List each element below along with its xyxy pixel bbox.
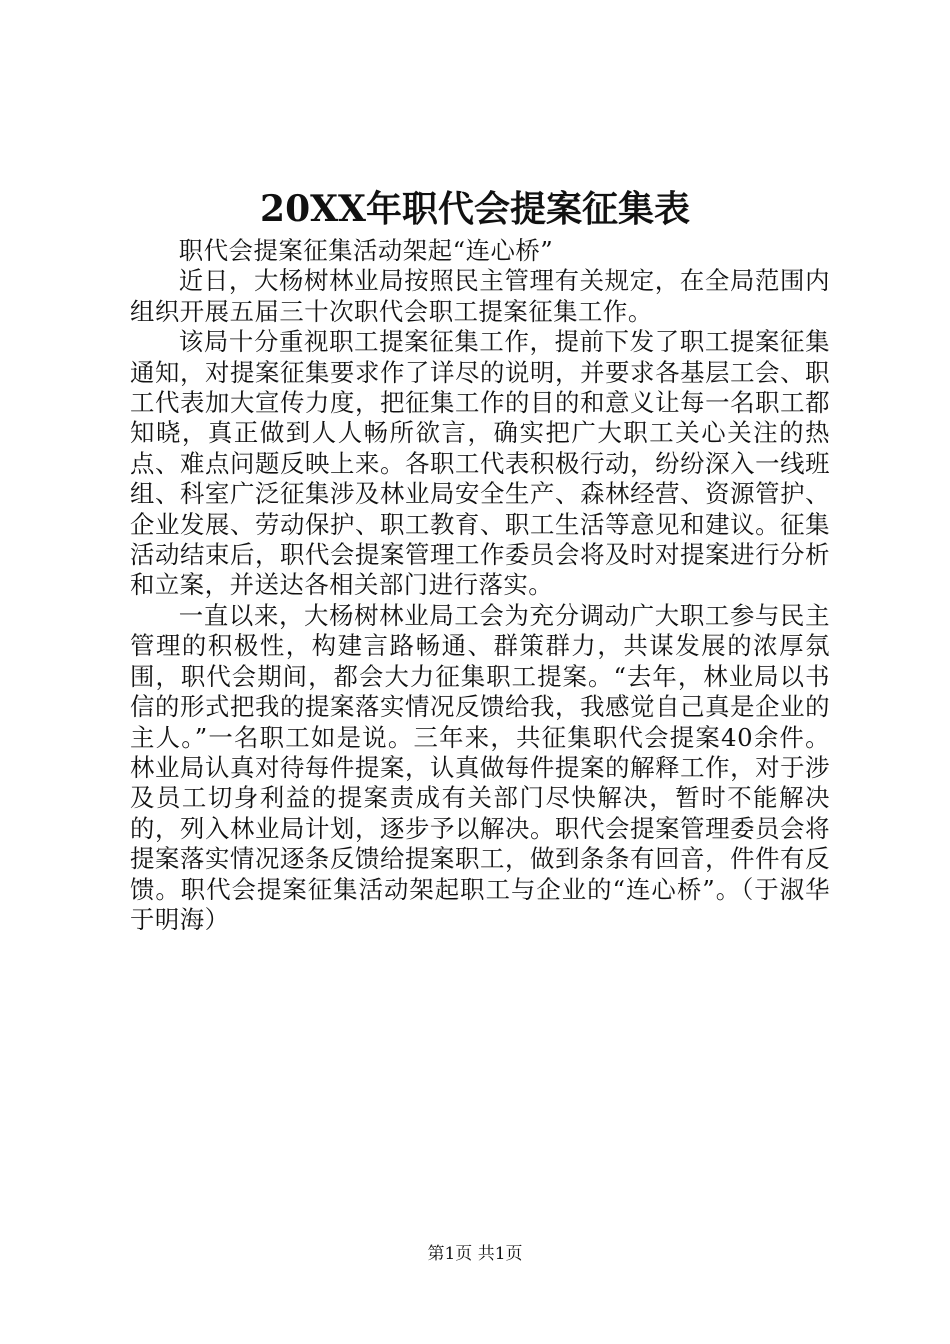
document-title: 20XX年职代会提案征集表 xyxy=(260,188,690,230)
paragraph-intro: 近日，大杨树林业局按照民主管理有关规定，在全局范围内组织开展五届三十次职代会职工提案征集工作。 xyxy=(130,266,830,326)
paragraph-results: 一直以来，大杨树林业局工会为充分调动广大职工参与民主管理的积极性，构建言路畅通、群策群力，共谋发展的浓厚氛围，职代会期间，都会大力征集职工提案。“去年，林业局以书信的形式把我的提案落实情况反馈给我，我感觉自己真是企业的主人。”一名职工如是说。三年来，共征集职代会提案40余件。林业局认真对待每件提案，认真做每件提案的解释工作，对于涉及员工切身利益的提案责成有关部门尽快解决，暂时不能解决的，列入林业局计划，逐步予以解决。职代会提案管理委员会将提案落实情况逐条反馈给提案职工，做到条条有回音，件件有反馈。职代会提案征集活动架起职工与企业的“连心桥”。（于淑华于明海） xyxy=(130,600,830,934)
paragraph-process: 该局十分重视职工提案征集工作，提前下发了职工提案征集通知，对提案征集要求作了详尽的说明，并要求各基层工会、职工代表加大宣传力度，把征集工作的目的和意义让每一名职工都知晓，真正做到人人畅所欲言，确实把广大职工关心关注的热点、难点问题反映上来。各职工代表积极行动，纷纷深入一线班组、科室广泛征集涉及林业局安全生产、森林经营、资源管护、企业发展、劳动保护、职工教育、职工生活等意见和建议。征集活动结束后，职代会提案管理工作委员会将及时对提案进行分析和立案，并送达各相关部门进行落实。 xyxy=(130,327,830,600)
document-body xyxy=(130,236,830,935)
page-footer: 第1页 共1页 xyxy=(427,1244,523,1264)
paragraph-subtitle: 职代会提案征集活动架起“连心桥” xyxy=(178,236,554,265)
